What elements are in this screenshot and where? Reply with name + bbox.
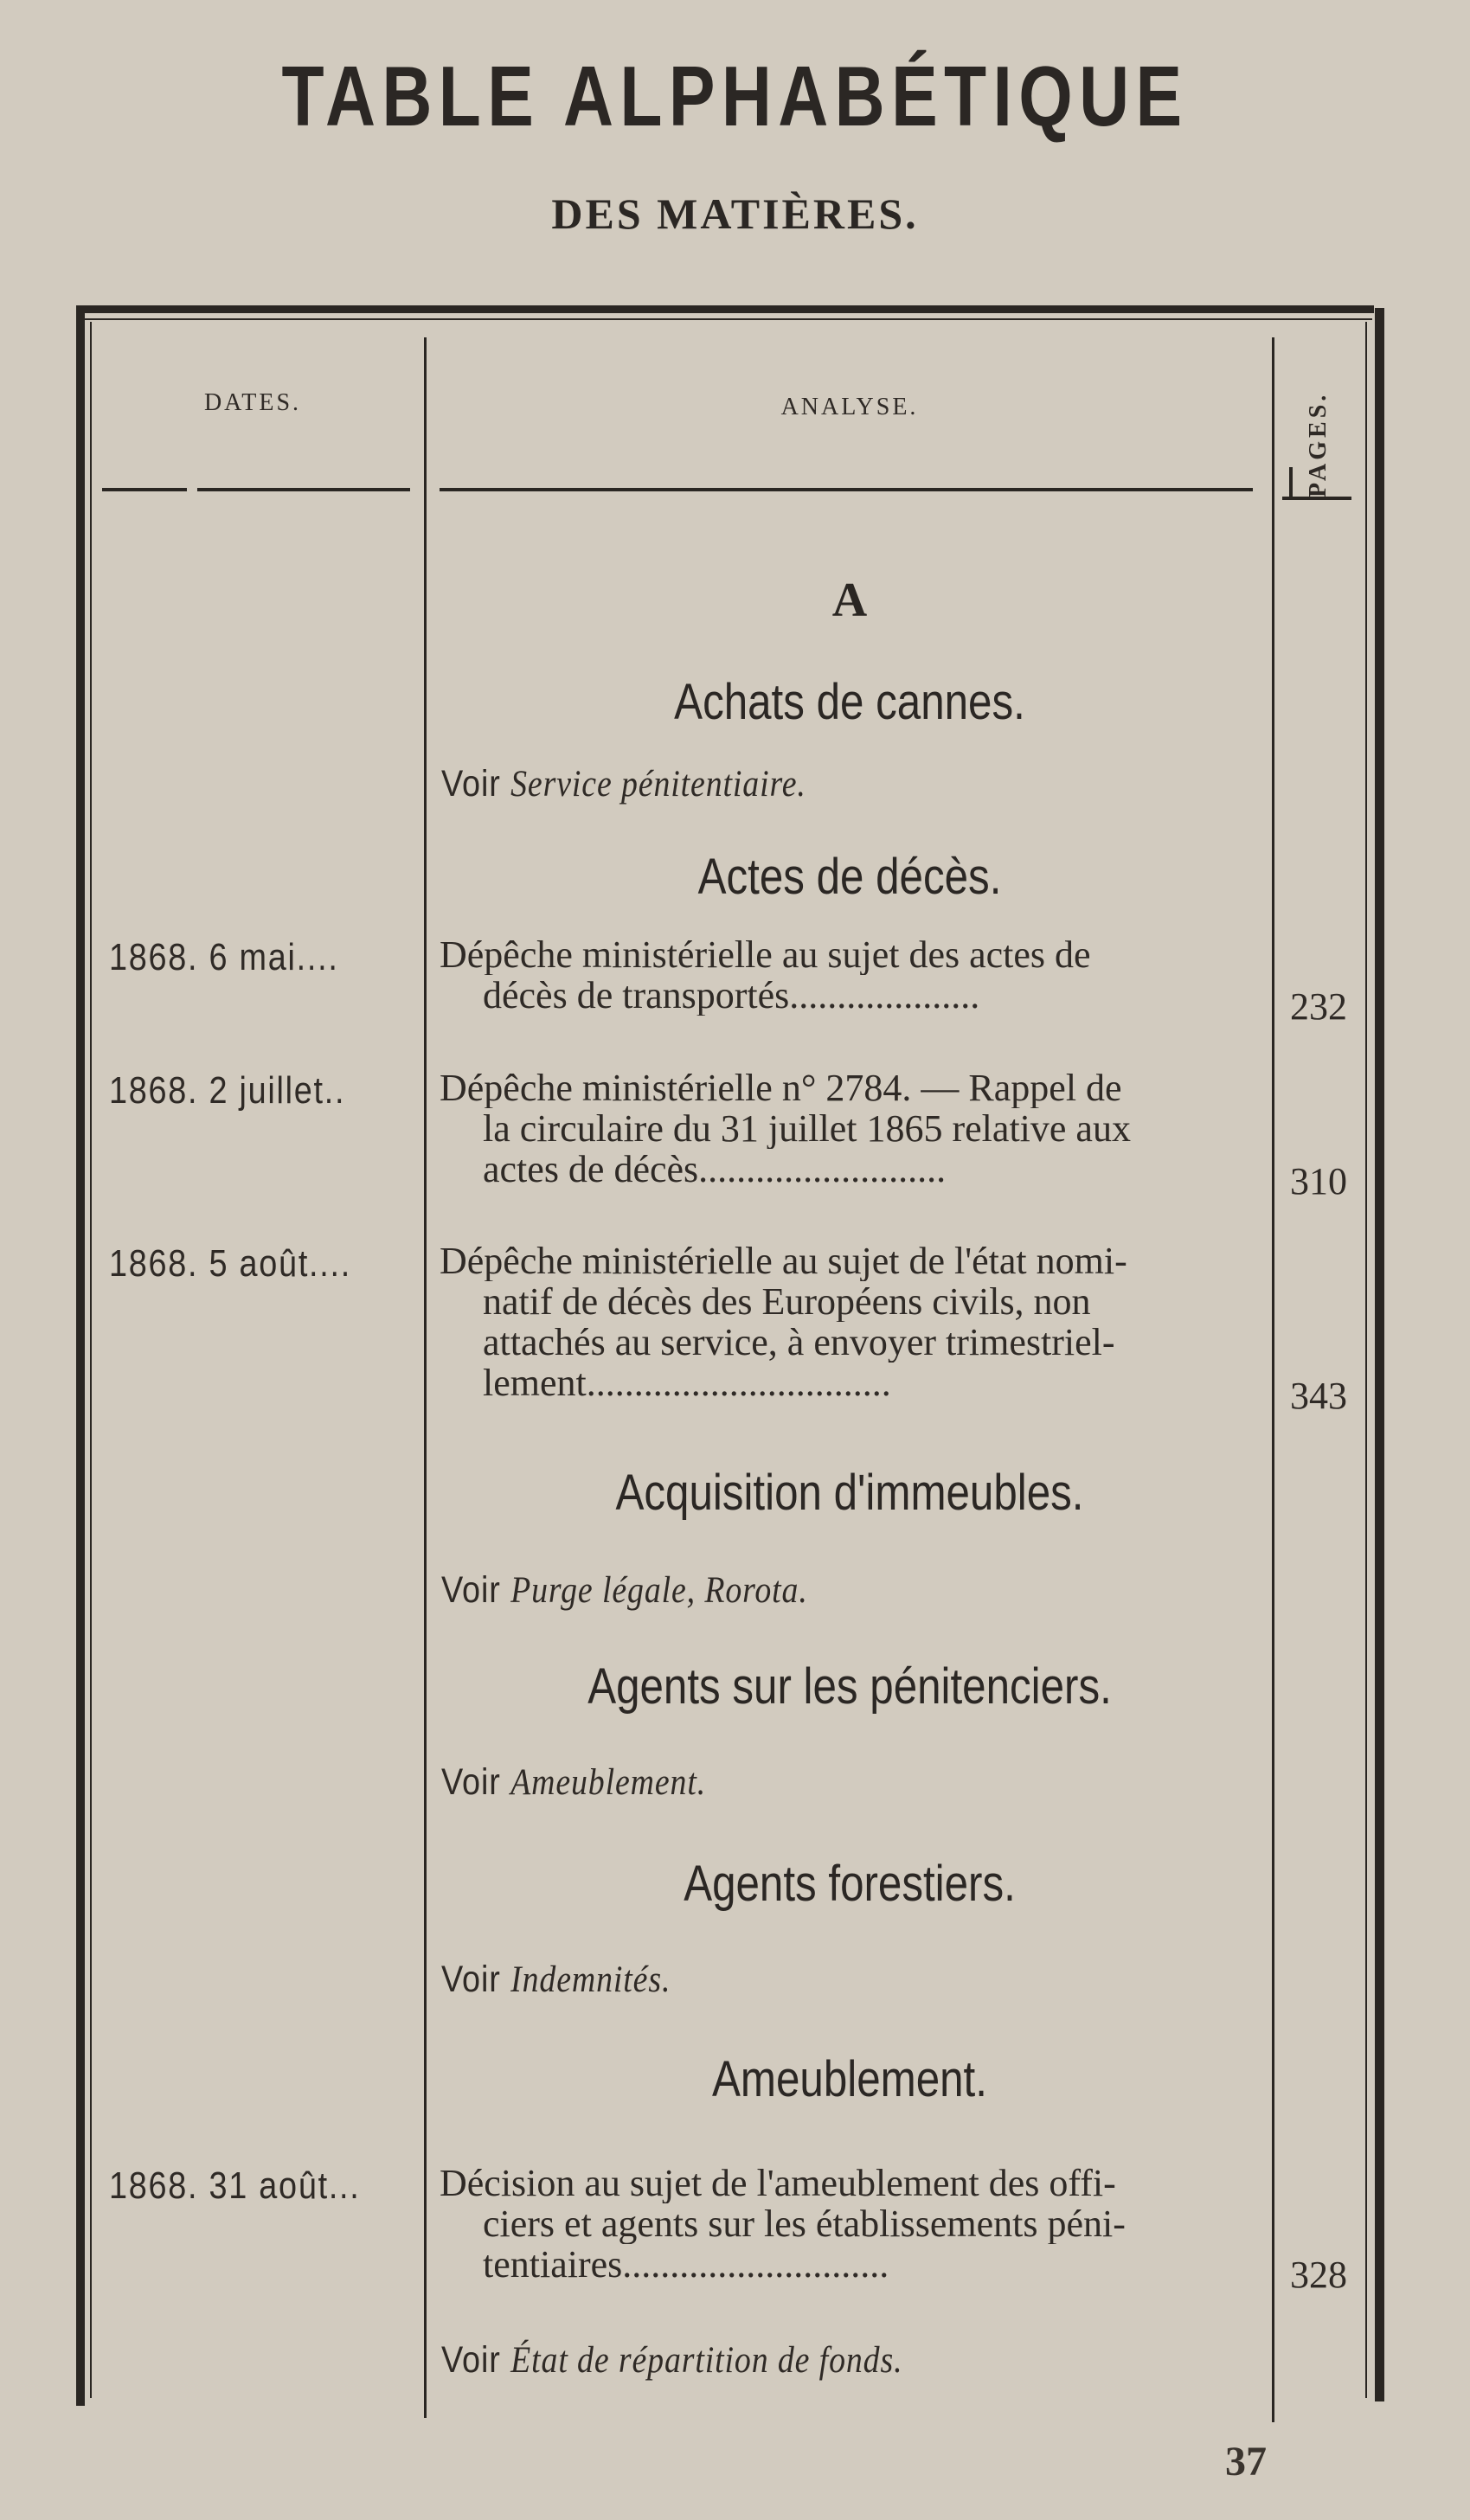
table-top-thin-rule — [80, 318, 1372, 320]
subject-heading: Acquisition d'immeubles. — [615, 1465, 1084, 1521]
see-also — [441, 763, 806, 805]
entry-page: 343 — [1290, 1375, 1347, 1417]
subject-heading: Achats de cannes. — [674, 674, 1025, 730]
entry-line: actes de décès.......................... — [483, 1149, 947, 1189]
see-also-reference: Purge légale, Rorota. — [510, 1570, 808, 1611]
entry-analysis — [440, 2163, 1261, 2285]
header-underline — [197, 488, 410, 491]
header-underline — [440, 488, 1253, 491]
table-top-rule — [76, 305, 1374, 313]
column-divider-dates — [424, 337, 427, 2418]
section-letter: A — [831, 574, 868, 627]
entry-line: la circulaire du 31 juillet 1865 relative aux — [483, 1108, 1131, 1149]
see-also-prefix: Voir — [441, 2339, 501, 2381]
subject-heading: Agents sur les pénitenciers. — [587, 1658, 1112, 1715]
see-also — [441, 1959, 671, 2001]
entry-line: Dépêche ministérielle au sujet de l'état nomi- — [440, 1241, 1127, 1281]
entry-line: attachés au service, à envoyer trimestriel- — [483, 1322, 1115, 1363]
subject-heading: Agents forestiers. — [684, 1856, 1016, 1912]
see-also — [441, 1761, 706, 1804]
entry-date: 1868. 6 mai.... — [109, 936, 339, 978]
entry-date: 1868. 31 août... — [109, 2164, 361, 2207]
page-title: TABLE ALPHABÉTIQUE — [281, 48, 1189, 144]
see-also-prefix: Voir — [441, 763, 501, 805]
see-also-prefix: Voir — [441, 1959, 501, 2000]
table-right-border — [1375, 308, 1384, 2401]
see-also-reference: Ameublement. — [510, 1762, 707, 1803]
table-left-inner-border — [90, 322, 92, 2398]
see-also — [441, 2339, 902, 2382]
see-also-prefix: Voir — [441, 1761, 501, 1803]
entry-page: 310 — [1290, 1160, 1347, 1202]
column-header-pages: PAGES. — [1305, 391, 1332, 497]
entry-analysis — [440, 1241, 1261, 1403]
subject-heading: Ameublement. — [712, 2051, 987, 2107]
page-number: 37 — [1225, 2439, 1267, 2485]
entry-line: tentiaires............................ — [483, 2244, 889, 2285]
entry-analysis — [440, 934, 1261, 1016]
entry-analysis — [440, 1068, 1261, 1189]
see-also-reference: Indemnités. — [510, 1959, 671, 2000]
column-header-analyse: ANALYSE. — [780, 394, 919, 420]
entry-line: natif de décès des Européens civils, non — [483, 1281, 1091, 1322]
entry-line: Décision au sujet de l'ameublement des offi- — [440, 2163, 1116, 2203]
column-divider-pages — [1272, 337, 1274, 2422]
entry-page: 328 — [1290, 2254, 1347, 2296]
see-also — [441, 1569, 808, 1612]
table-left-border — [76, 308, 85, 2406]
entry-date: 1868. 5 août.... — [109, 1242, 351, 1285]
entry-date: 1868. 2 juillet.. — [109, 1069, 346, 1112]
entry-line: Dépêche ministérielle n° 2784. — Rappel de — [440, 1068, 1122, 1108]
entry-line: lement................................ — [483, 1363, 891, 1403]
see-also-reference: État de répartition de fonds. — [510, 2340, 903, 2381]
entry-line: ciers et agents sur les établissements péni- — [483, 2203, 1126, 2244]
pages-header-bar — [1289, 467, 1293, 498]
column-header-dates: DATES. — [203, 389, 302, 416]
entry-line: décès de transportés.................... — [483, 975, 980, 1016]
page-subtitle: DES MATIÈRES. — [551, 189, 919, 238]
entry-line: Dépêche ministérielle au sujet des actes de — [440, 934, 1091, 975]
header-underline — [102, 488, 187, 491]
subject-heading: Actes de décès. — [697, 849, 1002, 905]
see-also-prefix: Voir — [441, 1569, 501, 1611]
see-also-reference: Service pénitentiaire. — [510, 764, 806, 805]
table-right-inner-border — [1365, 322, 1367, 2398]
entry-page: 232 — [1290, 985, 1347, 1028]
